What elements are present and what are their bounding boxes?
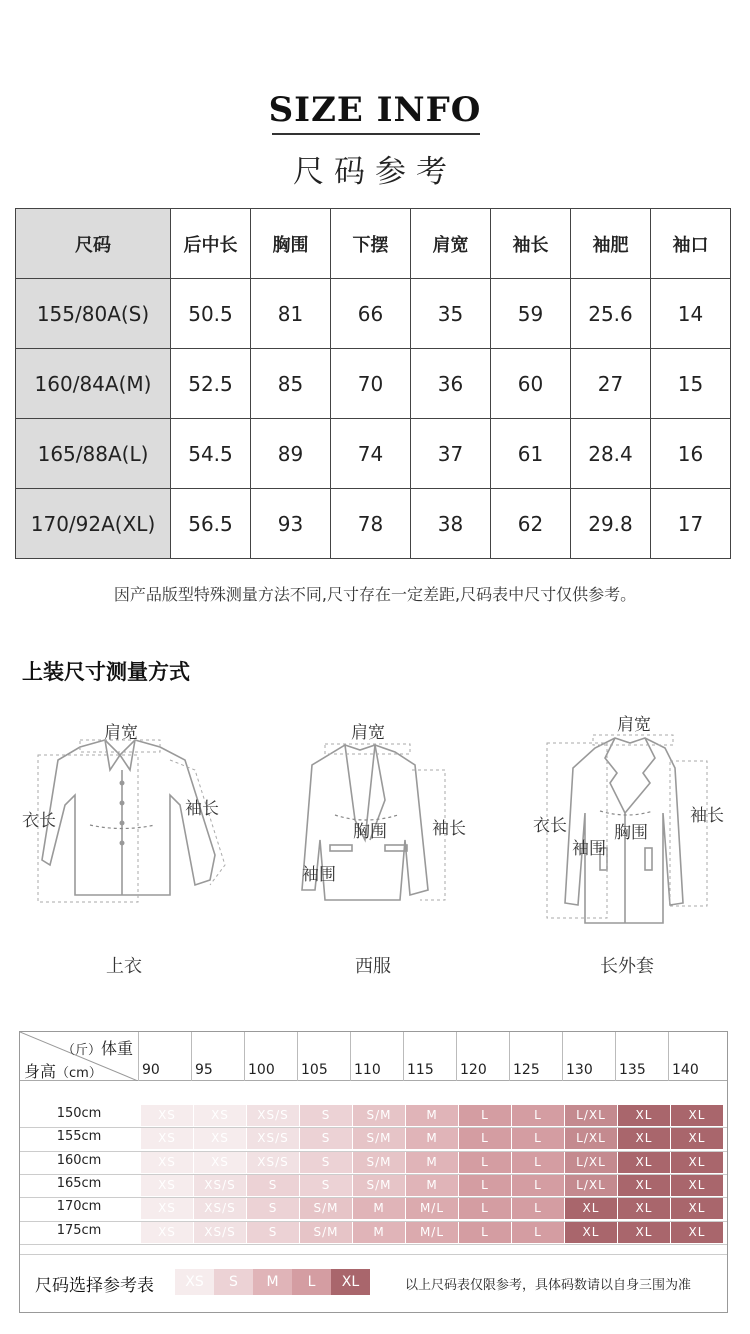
table-row <box>16 349 731 419</box>
size-cell: M <box>406 1175 458 1196</box>
measurement-cell: 38 <box>411 489 491 559</box>
height-header <box>24 1059 102 1082</box>
size-table-header-cell: 肩宽 <box>411 209 491 279</box>
size-table <box>15 208 731 559</box>
height-row-label: 175cm <box>56 1222 102 1238</box>
height-row-label: 160cm <box>56 1152 102 1168</box>
weight-value: 120 <box>460 1062 487 1078</box>
weight-header <box>62 1036 133 1059</box>
suit-chest-label: 胸围 <box>353 822 387 842</box>
size-cell: XS/S <box>247 1105 299 1126</box>
measurement-cell: 61 <box>491 419 571 489</box>
weight-column <box>456 1032 509 1081</box>
size-cell: L <box>459 1152 511 1173</box>
weight-unit: （斤） <box>62 1043 102 1058</box>
size-cell: XS/S <box>194 1198 246 1219</box>
size-cell: S/M <box>353 1128 405 1149</box>
weight-value: 115 <box>407 1062 434 1078</box>
size-cell: L <box>459 1222 511 1243</box>
legend-swatch: XL <box>331 1269 370 1295</box>
size-cell: L <box>512 1198 564 1219</box>
weight-column <box>244 1032 297 1081</box>
weight-value: 110 <box>354 1062 381 1078</box>
legend-swatch: L <box>292 1269 331 1295</box>
coat-sleeve-label: 袖长 <box>690 806 724 826</box>
weight-column <box>562 1032 615 1081</box>
size-cell: XS <box>194 1105 246 1126</box>
legend-title: 尺码选择参考表 <box>35 1276 154 1296</box>
size-name-cell: 160/84A(M) <box>16 349 171 419</box>
title-english: SIZE INFO <box>268 90 482 130</box>
shirt-shoulder-label: 肩宽 <box>104 723 138 743</box>
size-cell: L/XL <box>565 1175 617 1196</box>
shirt-caption: 上衣 <box>106 956 142 977</box>
measurement-cell: 74 <box>331 419 411 489</box>
height-row-label: 170cm <box>56 1199 102 1215</box>
size-cell: XS/S <box>247 1128 299 1149</box>
size-cell: L <box>512 1105 564 1126</box>
measurement-cell: 52.5 <box>171 349 251 419</box>
weight-column <box>668 1032 721 1081</box>
size-cell: L <box>459 1175 511 1196</box>
measurement-cell: 37 <box>411 419 491 489</box>
measurement-cell: 29.8 <box>571 489 651 559</box>
size-cell: S <box>247 1198 299 1219</box>
size-cell: XL <box>671 1175 723 1196</box>
weight-value: 125 <box>513 1062 540 1078</box>
weight-column <box>297 1032 350 1081</box>
weight-value: 95 <box>195 1062 213 1078</box>
size-table-header-cell: 袖长 <box>491 209 571 279</box>
weight-value: 90 <box>142 1062 160 1078</box>
size-cell: M <box>353 1198 405 1219</box>
size-cell: S/M <box>353 1105 405 1126</box>
table-row <box>16 279 731 349</box>
size-cell: S/M <box>353 1152 405 1173</box>
size-cell: XL <box>671 1222 723 1243</box>
chart-header <box>20 1032 727 1081</box>
size-cell: XS <box>194 1128 246 1149</box>
measurement-cell: 62 <box>491 489 571 559</box>
measurement-cell: 60 <box>491 349 571 419</box>
table-row <box>16 489 731 559</box>
weight-column <box>403 1032 456 1081</box>
suit-shoulder-label: 肩宽 <box>351 723 385 743</box>
size-table-header-cell: 袖口 <box>651 209 731 279</box>
table-row <box>16 419 731 489</box>
size-cell: S/M <box>300 1198 352 1219</box>
measurement-cell: 81 <box>251 279 331 349</box>
size-cell: XL <box>618 1152 670 1173</box>
size-note: 因产品版型特殊测量方法不同,尺寸存在一定差距,尺码表中尺寸仅供参考。 <box>113 585 637 604</box>
coat-cuff-label: 袖围 <box>572 839 606 859</box>
height-row-label: 150cm <box>56 1106 102 1121</box>
weight-column <box>615 1032 668 1081</box>
weight-column <box>509 1032 562 1081</box>
size-cell: M/L <box>406 1198 458 1219</box>
size-table-body <box>16 279 731 559</box>
size-table-header-cell: 尺码 <box>16 209 171 279</box>
weight-column <box>350 1032 403 1081</box>
size-cell: L <box>512 1175 564 1196</box>
size-cell: XL <box>565 1222 617 1243</box>
weight-height-chart <box>19 1031 728 1313</box>
coat-shoulder-label: 肩宽 <box>617 715 651 735</box>
size-cell: XL <box>618 1222 670 1243</box>
size-cell: XS <box>194 1152 246 1173</box>
legend-swatch: XS <box>175 1269 214 1295</box>
coat-chest-label: 胸围 <box>614 823 648 843</box>
size-cell: L/XL <box>565 1152 617 1173</box>
suit-caption: 西服 <box>355 956 391 977</box>
weight-column <box>191 1032 244 1081</box>
size-name-cell: 155/80A(S) <box>16 279 171 349</box>
size-cell: S <box>300 1128 352 1149</box>
title-divider <box>272 133 480 135</box>
measurement-cell: 17 <box>651 489 731 559</box>
size-cell: S/M <box>300 1222 352 1243</box>
measurement-cell: 35 <box>411 279 491 349</box>
size-cell: L <box>459 1105 511 1126</box>
legend-swatch: S <box>214 1269 253 1295</box>
measurement-cell: 85 <box>251 349 331 419</box>
measurement-cell: 36 <box>411 349 491 419</box>
height-label: 身高 <box>24 1062 57 1081</box>
shirt-illustration <box>30 735 230 905</box>
size-cell: XS/S <box>194 1175 246 1196</box>
size-table-header-cell: 后中长 <box>171 209 251 279</box>
size-cell: L <box>459 1198 511 1219</box>
size-cell: XL <box>618 1105 670 1126</box>
size-cell: L/XL <box>565 1128 617 1149</box>
size-cell: L/XL <box>565 1105 617 1126</box>
size-name-cell: 170/92A(XL) <box>16 489 171 559</box>
measurement-cell: 70 <box>331 349 411 419</box>
size-cell: XL <box>671 1152 723 1173</box>
weight-value: 130 <box>566 1062 593 1078</box>
size-cell: M/L <box>406 1222 458 1243</box>
size-cell: XS <box>141 1198 193 1219</box>
size-cell: XS <box>141 1175 193 1196</box>
legend-area <box>20 1254 727 1312</box>
size-cell: XL <box>565 1198 617 1219</box>
suit-sleeve-label: 袖长 <box>432 819 466 839</box>
size-cell: XL <box>671 1105 723 1126</box>
size-cell: M <box>406 1152 458 1173</box>
size-cell: XS <box>141 1152 193 1173</box>
size-cell: XL <box>671 1128 723 1149</box>
legend-note: 以上尺码表仅限参考，具体码数请以自身三围为准 <box>405 1278 692 1293</box>
measurement-cell: 25.6 <box>571 279 651 349</box>
weight-value: 105 <box>301 1062 328 1078</box>
size-cell: XS <box>141 1128 193 1149</box>
row-divider <box>20 1244 727 1245</box>
size-table-header-cell: 胸围 <box>251 209 331 279</box>
coat-caption: 长外套 <box>600 956 654 977</box>
measurement-cell: 56.5 <box>171 489 251 559</box>
size-cell: S <box>247 1175 299 1196</box>
weight-value: 140 <box>672 1062 699 1078</box>
measurement-cell: 16 <box>651 419 731 489</box>
coat-length-label: 衣长 <box>533 816 567 836</box>
measurement-cell: 50.5 <box>171 279 251 349</box>
size-cell: S <box>247 1222 299 1243</box>
size-table-header-cell: 袖肥 <box>571 209 651 279</box>
size-cell: XL <box>618 1198 670 1219</box>
size-cell: XS/S <box>247 1152 299 1173</box>
shirt-sleeve-label: 袖长 <box>185 799 219 819</box>
size-cell: S <box>300 1105 352 1126</box>
size-cell: L <box>512 1128 564 1149</box>
measurement-cell: 27 <box>571 349 651 419</box>
measurement-cell: 59 <box>491 279 571 349</box>
weight-value: 100 <box>248 1062 275 1078</box>
size-cell: M <box>406 1128 458 1149</box>
size-cell: L <box>512 1222 564 1243</box>
title-chinese: 尺码参考 <box>293 154 457 190</box>
size-cell: L <box>459 1128 511 1149</box>
size-name-cell: 165/88A(L) <box>16 419 171 489</box>
size-cell: XS/S <box>194 1222 246 1243</box>
suit-cuff-label: 袖围 <box>302 865 336 885</box>
size-cell: L <box>512 1152 564 1173</box>
size-cell: S/M <box>353 1175 405 1196</box>
measure-section-title: 上装尺寸测量方式 <box>22 660 190 684</box>
size-table-header <box>16 209 731 279</box>
measurement-cell: 54.5 <box>171 419 251 489</box>
size-table-header-cell: 下摆 <box>331 209 411 279</box>
size-cell: XS <box>141 1105 193 1126</box>
size-cell: XS <box>141 1222 193 1243</box>
height-unit: （cm） <box>56 1066 102 1081</box>
weight-label: 体重 <box>101 1039 134 1058</box>
measurement-cell: 14 <box>651 279 731 349</box>
measurement-cell: 78 <box>331 489 411 559</box>
height-row-label: 165cm <box>56 1175 102 1191</box>
measurement-cell: 15 <box>651 349 731 419</box>
measurement-cell: 89 <box>251 419 331 489</box>
size-cell: M <box>353 1222 405 1243</box>
size-cell: XL <box>618 1175 670 1196</box>
size-cell: XL <box>671 1198 723 1219</box>
size-cell: XL <box>618 1128 670 1149</box>
size-cell: M <box>406 1105 458 1126</box>
size-cell: S <box>300 1175 352 1196</box>
legend-swatch: M <box>253 1269 292 1295</box>
weight-column <box>138 1032 191 1081</box>
measurement-cell: 93 <box>251 489 331 559</box>
size-cell: S <box>300 1152 352 1173</box>
weight-value: 135 <box>619 1062 646 1078</box>
measurement-cell: 28.4 <box>571 419 651 489</box>
height-row-label: 155cm <box>56 1129 102 1145</box>
measurement-cell: 66 <box>331 279 411 349</box>
shirt-length-label: 衣长 <box>22 811 56 831</box>
